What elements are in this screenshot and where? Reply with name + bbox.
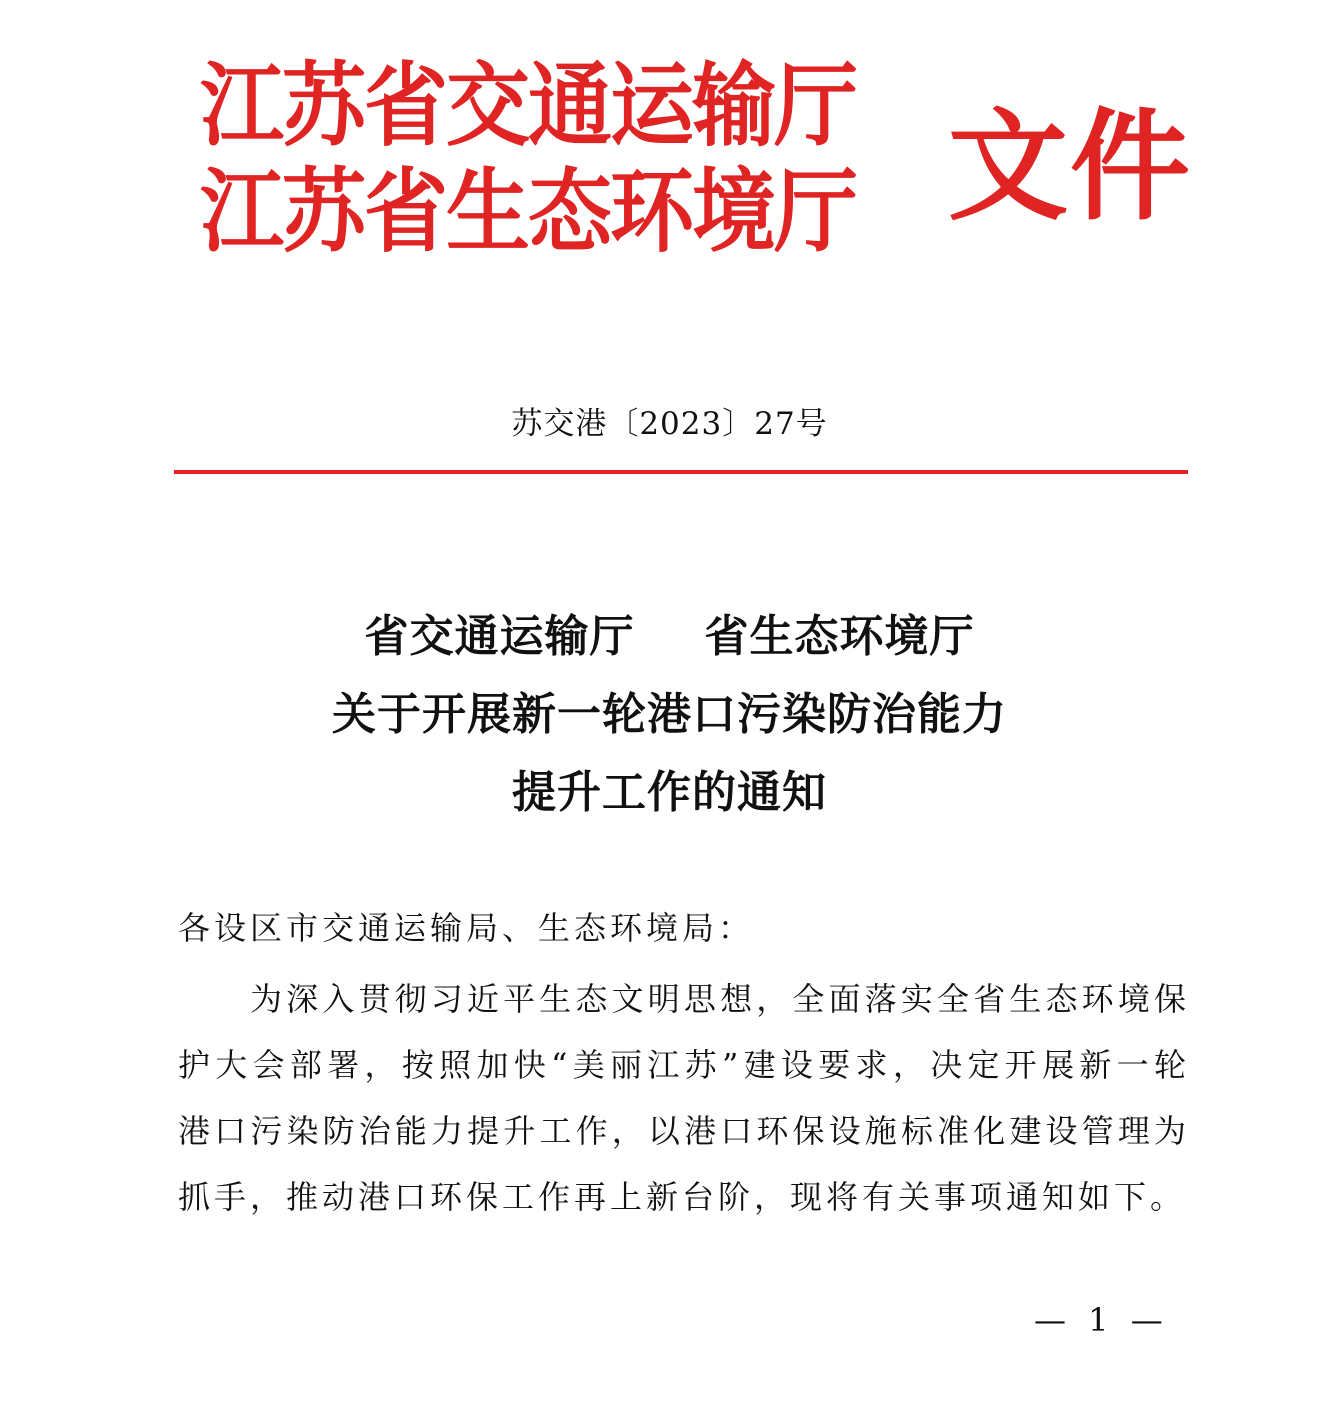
title-agency-environment: 省生态环境厅 (704, 611, 975, 662)
addressee: 各设区市交通运输局、生态环境局： (178, 909, 755, 947)
issuer-name-environment: 江苏省生态环境厅 (200, 158, 857, 265)
document-number: 苏交港〔2023〕27号 (511, 406, 828, 442)
title-line-2: 关于开展新一轮港口污染防治能力 (332, 689, 1007, 740)
title-agency-transport: 省交通运输厅 (364, 611, 635, 662)
red-separator-rule (174, 470, 1188, 474)
issuer-name-transport: 江苏省交通运输厅 (200, 52, 857, 159)
title-line-3: 提升工作的通知 (512, 767, 827, 818)
page-number: — 1 — (1034, 1301, 1169, 1339)
document-title (0, 598, 1339, 832)
title-line-agencies (0, 598, 1339, 676)
body-paragraph: 为深入贯彻习近平生态文明思想，全面落实全省生态环境保护大会部署，按照加快“美丽江苏”建设要求，决定开展新一轮港口污染防治能力提升工作，以港口环保设施标准化建设管理为抓手，推动港口环保工作再上新台阶，现将有关事项通知如下。 (178, 980, 1190, 1216)
document-suffix: 文件 (948, 98, 1192, 237)
red-header (200, 48, 1200, 278)
